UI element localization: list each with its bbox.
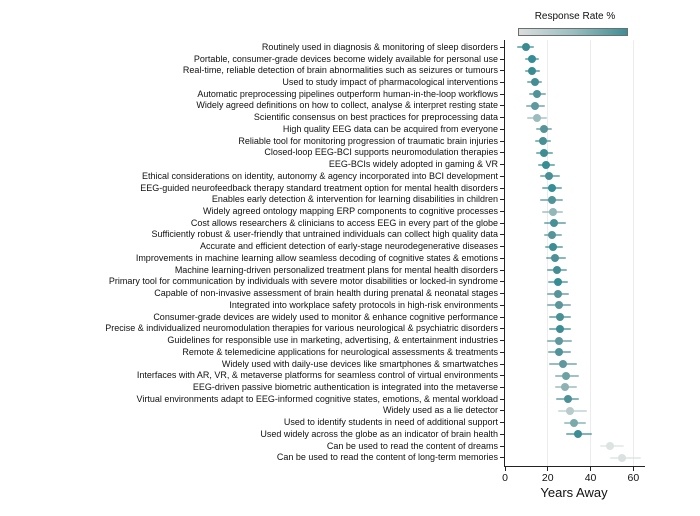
row-label: Used to identify students in need of additional support [283,417,498,428]
x-tick-mark [505,467,506,471]
row-label: EEG-BCIs widely adopted in gaming & VR [328,159,498,170]
y-tick-mark [500,129,504,130]
data-point [559,360,567,368]
data-point [528,67,536,75]
row-label: Integrated into workplace safety protocols in high-risk environments [229,299,498,310]
y-tick-mark [500,340,504,341]
data-point [564,395,572,403]
row-label: Improvements in machine learning allow seamless decoding of cognitive states & emotions [135,252,498,263]
y-tick-mark [500,270,504,271]
y-tick-mark [500,422,504,423]
y-tick-mark [500,152,504,153]
y-tick-mark [500,141,504,142]
row-label: Accurate and efficient detection of early-stage neurodegenerative diseases [199,241,498,252]
row-label: Enables early detection & intervention for learning disabilities in children [211,194,498,205]
data-point [533,90,541,98]
row-label: Automatic preprocessing pipelines outperform human-in-the-loop workflows [197,88,498,99]
data-point [550,219,558,227]
row-label: Primary tool for communication by individuals with severe motor disabilities or locked-in syndrome [108,276,498,287]
row-label: Virtual environments adapt to EEG-informed cognitive states, emotions, & mental workload [136,393,498,404]
y-tick-mark [500,59,504,60]
row-label: Scientific consensus on best practices for preprocessing data [253,112,498,123]
x-tick-mark [547,467,548,471]
data-point [539,137,547,145]
data-point [551,254,559,262]
data-point [531,78,539,86]
row-label: Routinely used in diagnosis & monitoring of sleep disorders [261,41,498,52]
data-point [522,43,530,51]
data-point [570,419,578,427]
data-point [528,55,536,63]
data-point [548,196,556,204]
x-tick-label: 40 [584,472,597,484]
y-tick-mark [500,328,504,329]
data-point [574,430,582,438]
gridline [590,40,591,466]
row-label: Cost allows researchers & clinicians to access EEG in every part of the globe [190,217,498,228]
y-tick-mark [500,47,504,48]
row-label: Used to study impact of pharmacological interventions [282,76,498,87]
row-label: Precise & individualized neuromodulation therapies for various neurological & psychiatric disorders [105,323,498,334]
data-point [553,266,561,274]
y-tick-mark [500,211,504,212]
row-label: Ethical considerations on identity, autonomy & agency incorporated into BCI development [141,170,498,181]
colorbar-title: Response Rate % [534,11,616,22]
data-point [606,442,614,450]
data-point [618,454,626,462]
y-tick-mark [500,387,504,388]
y-tick-mark [500,223,504,224]
data-point [531,102,539,110]
y-tick-mark [500,82,504,83]
y-tick-mark [500,164,504,165]
y-tick-mark [500,446,504,447]
row-label: Guidelines for responsible use in marketing, advertising, & entertainment industries [167,335,498,346]
row-label: Widely agreed ontology mapping ERP components to cognitive processes [202,206,498,217]
x-tick-label: 20 [541,472,554,484]
y-tick-mark [500,293,504,294]
row-label: Widely used with daily-use devices like smartphones & smartwatches [221,358,498,369]
y-tick-mark [500,375,504,376]
data-point [542,161,550,169]
row-label: Portable, consumer-grade devices become widely available for personal use [193,53,498,64]
data-point [556,313,564,321]
data-point [554,278,562,286]
row-label: Sufficiently robust & user-friendly that untrained individuals can collect high quality data [151,229,498,240]
row-label: EEG-guided neurofeedback therapy standard treatment option for mental health disorders [140,182,498,193]
row-label: Widely agreed definitions on how to collect, analyse & interpret resting state [196,100,498,111]
row-label: Machine learning-driven personalized treatment plans for mental health disorders [174,264,498,275]
data-point [533,114,541,122]
row-label: Capable of non-invasive assessment of brain health during prenatal & neonatal stages [154,288,498,299]
y-tick-mark [500,410,504,411]
y-tick-mark [500,434,504,435]
row-label: Remote & telemedicine applications for neurological assessments & treatments [182,346,498,357]
row-label: Reliable tool for monitoring progression of traumatic brain injuries [238,135,498,146]
y-tick-mark [500,70,504,71]
y-tick-mark [500,117,504,118]
data-point [556,325,564,333]
y-tick-mark [500,352,504,353]
y-tick-mark [500,176,504,177]
y-tick-mark [500,199,504,200]
data-point [562,372,570,380]
data-point [549,208,557,216]
y-tick-mark [500,234,504,235]
y-tick-mark [500,317,504,318]
x-tick-label: 0 [502,472,508,484]
row-label: Widely used as a lie detector [382,405,498,416]
y-tick-mark [500,305,504,306]
row-label: Real-time, reliable detection of brain abnormalities such as seizures or tumours [182,65,498,76]
gridline [633,40,634,466]
y-tick-mark [500,246,504,247]
row-label: Consumer-grade devices are widely used to monitor & enhance cognitive performance [153,311,498,322]
colorbar-gradient [518,28,628,36]
x-tick-mark [590,467,591,471]
y-axis-line [504,40,505,466]
gridline [547,40,548,466]
y-tick-mark [500,258,504,259]
y-tick-mark [500,281,504,282]
y-tick-mark [500,399,504,400]
y-tick-mark [500,105,504,106]
y-tick-mark [500,364,504,365]
row-label: Interfaces with AR, VR, & metaverse platforms for seamless control of virtual environments [136,370,498,381]
data-point [555,348,563,356]
row-label: Can be used to read the content of long-term memories [276,452,498,463]
row-label: Can be used to read the content of dreams [326,440,498,451]
y-tick-mark [500,188,504,189]
data-point [549,243,557,251]
y-tick-mark [500,94,504,95]
data-point [555,337,563,345]
x-axis-line [504,466,645,467]
row-label: Used widely across the globe as an indicator of brain health [260,428,498,439]
x-axis-title: Years Away [540,485,608,500]
y-tick-mark [500,457,504,458]
row-label: Closed-loop EEG-BCI supports neuromodulation therapies [264,147,498,158]
x-tick-mark [633,467,634,471]
x-tick-label: 60 [627,472,640,484]
data-point [548,231,556,239]
data-point [555,301,563,309]
row-label: High quality EEG data can be acquired from everyone [282,123,498,134]
data-point [561,383,569,391]
data-point [545,172,553,180]
data-point [554,290,562,298]
data-point [548,184,556,192]
row-label: EEG-driven passive biometric authentication is integrated into the metaverse [192,381,498,392]
data-point [566,407,574,415]
